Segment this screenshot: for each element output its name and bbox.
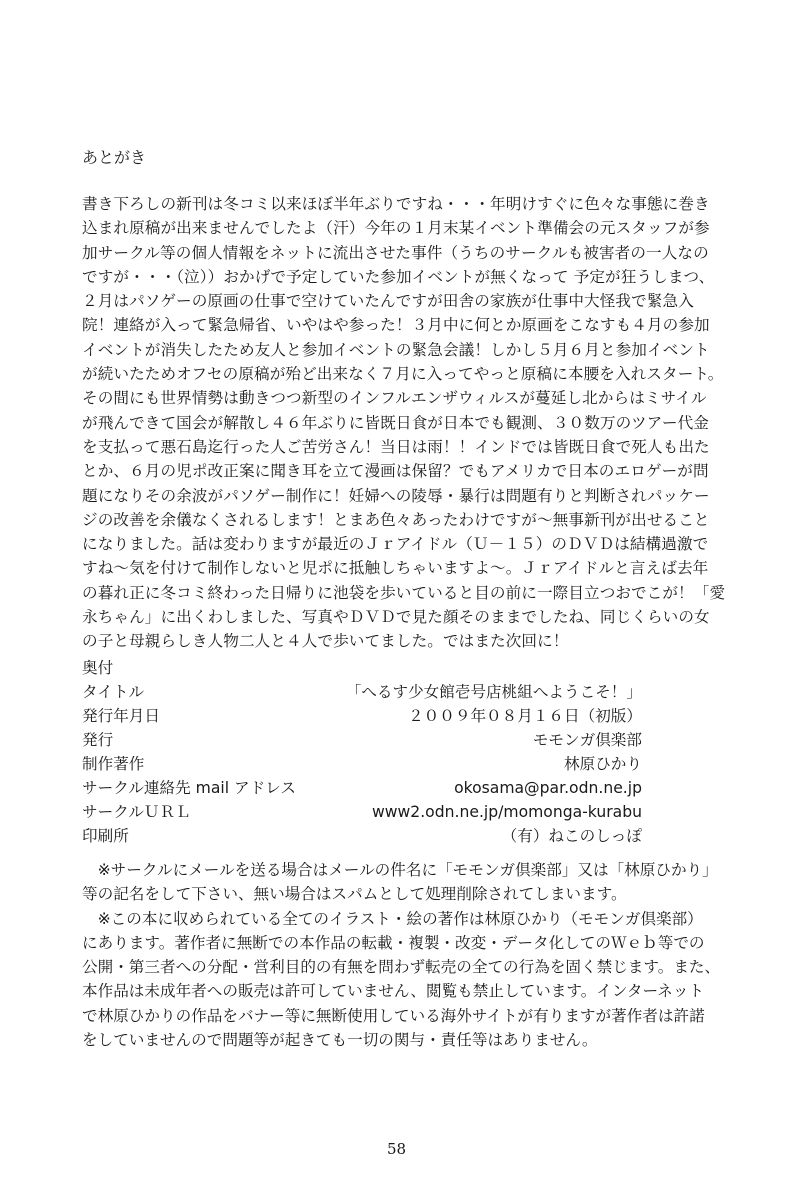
afterword-line: 題になりその余波がパソゲー制作に！妊婦への陵辱・暴行は問題有りと判断されパッケー — [82, 486, 710, 505]
colophon-value: （有）ねこのしっぽ — [501, 827, 642, 845]
colophon-value: 「へるす少女館壱号店桃組へようこそ！」 — [345, 683, 642, 701]
colophon-label: サークルＵＲＬ — [82, 803, 191, 821]
colophon-value: ２００９年０８月１６日（初版） — [408, 707, 642, 725]
colophon-row-date — [82, 704, 642, 728]
colophon-value: 林原ひかり — [564, 755, 642, 773]
note-line: にあります。著作者に無断での本作品の転載・複製・改変・データ化してのＷｅｂ等での — [82, 933, 705, 952]
colophon-label: タイトル — [82, 683, 145, 701]
afterword-line: とか、６月の児ポ改正案に聞き耳を立て漫画は保留？でもアメリカで日本のエロゲーが問 — [82, 462, 709, 481]
colophon-label: 発行年月日 — [82, 707, 160, 725]
colophon-row-author — [82, 752, 642, 776]
colophon-row-url — [82, 800, 642, 824]
afterword-line: の子と母親らしき人物二人と４人で歩いてました。ではまた次回に！ — [82, 632, 569, 651]
note-line: 本作品は未成年者への販売は許可していません、閲覧も禁止しています。インターネット — [82, 982, 705, 1001]
colophon-row-title — [82, 680, 642, 704]
afterword-line: 院！連絡が入って緊急帰省、いやはや参った！３月中に何とか原画をこなすも４月の参加 — [82, 316, 710, 335]
afterword-line: の暮れ正に冬コミ終わった日帰りに池袋を歩いていると目の前に一際目立つおでこが！「愛 — [82, 583, 726, 602]
colophon-value: www2.odn.ne.jp/momonga-kurabu — [372, 803, 642, 821]
afterword-line: ２月はパソゲーの原画の仕事で空けていたんですが田舎の家族が仕事中大怪我で緊急入 — [82, 292, 694, 311]
page-number: 58 — [386, 1140, 407, 1158]
afterword-line: が続いたためオフセの原稿が殆ど出来なく７月に入ってやっと原稿に本腰を入れスタート。 — [82, 365, 724, 384]
copyright-notes — [82, 858, 722, 1052]
colophon-row-printer — [82, 824, 642, 848]
colophon-label: 発行 — [82, 731, 114, 749]
colophon — [82, 656, 642, 848]
afterword-line: 書き下ろしの新刊は冬コミ以来ほぼ半年ぶりですね・・・年明けすぐに色々な事態に巻き — [82, 195, 710, 213]
afterword-line: ジの改善を余儀なくされるします！とまあ色々あったわけですが～無事新刊が出せること — [82, 510, 710, 529]
afterword-line: が飛んできて国会が解散し４６年ぶりに皆既日食が日本でも観測、３０数万のツアー代金 — [82, 413, 709, 432]
colophon-title: 奥付 — [82, 659, 114, 677]
afterword-body — [82, 192, 726, 654]
afterword-line: になりました。話は変わりますが最近のＪｒアイドル（Ｕ－１５）のＤＶＤは結構過激で — [82, 535, 709, 554]
note-line: で林原ひかりの作品をバナー等に無断使用している海外サイトが有りますが著作者は許諾 — [82, 1006, 705, 1025]
colophon-label: 印刷所 — [82, 827, 129, 845]
afterword-line: 加サークル等の個人情報をネットに流出させた事件（うちのサークルも被害者の一人なの — [82, 243, 709, 262]
afterword-line: ですが・・・（泣））おかげで予定していた参加イベントが無くなって 予定が狂うしまつ、 — [82, 267, 715, 286]
afterword-line: イベントが消失したため友人と参加イベントの緊急会議！しかし５月６月と参加イベント — [82, 340, 710, 359]
afterword-line: すね～気を付けて制作しないと児ポに抵触しちゃいますよ～。Ｊｒアイドルと言えば去年 — [82, 559, 709, 578]
colophon-row-publisher — [82, 728, 642, 752]
colophon-value: モモンガ倶楽部 — [532, 731, 642, 749]
colophon-label: 制作著作 — [82, 755, 145, 773]
afterword-line: その間にも世界情勢は動きつつ新型のインフルエンザウィルスが蔓延し北からはミサイル — [82, 389, 707, 408]
note-line: 公開・第三者への分配・営利目的の有無を問わず転売の全ての行為を固く禁じます。また、 — [82, 958, 721, 977]
note-line: 等の記名をして下さい、無い場合はスパムとして処理削除されてしまいます。 — [82, 885, 627, 904]
colophon-value: okosama@par.odn.ne.jp — [454, 779, 642, 797]
afterword-line: 込まれ原稿が出来ませんでしたよ（汗）今年の１月末某イベント準備会の元スタッフが参 — [82, 219, 710, 238]
note-line: をしていませんので問題等が起きても一切の関与・責任等はありません。 — [82, 1031, 598, 1050]
colophon-label: サークル連絡先 mail アドレス — [82, 779, 296, 797]
note-line: ※サークルにメールを送る場合はメールの件名に「モモンガ倶楽部」又は「林原ひかり」 — [82, 861, 718, 879]
colophon-row-email — [82, 776, 642, 800]
afterword-line: を支払って悪石島迄行った人ご苦労さん！当日は雨！！インドでは皆既日食で死人も出た — [82, 437, 710, 456]
note-line: ※この本に収められている全てのイラスト・絵の著作は林原ひかり（モモンガ倶楽部） — [82, 909, 703, 928]
afterword-line: 永ちゃん」に出くわしました、写真やＤＶＤで見た顔そのままでしたね、同じくらいの女 — [82, 608, 710, 627]
afterword-heading: あとがき — [82, 148, 147, 167]
